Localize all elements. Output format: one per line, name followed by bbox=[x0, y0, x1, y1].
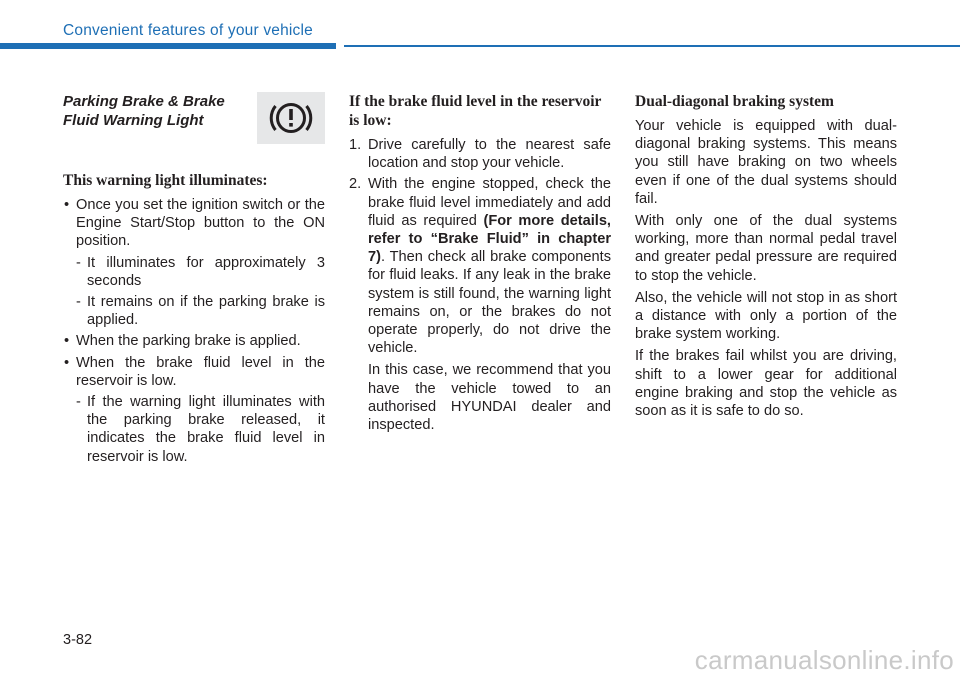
dash-marker: - bbox=[76, 294, 81, 311]
towing-paragraph: In this case, we recommend that you have the vehicle towed to an authorised HYUNDAI dealer and inspected. bbox=[368, 362, 611, 434]
paragraph-4: If the brakes fail whilst you are driving, shift to a lower gear for additional engine braking and stop the vehicle as soon as it is safe to do so. bbox=[635, 348, 897, 420]
dash-marker: - bbox=[76, 394, 81, 411]
paragraph-1: Your vehicle is equipped with dual-diagonal braking systems. This means you still have braking on two wheels even if one of the dual systems should fail. bbox=[635, 118, 897, 207]
step-text-continued: . Then check all brake components for fluid leaks. If any leak in the brake system is still found, the warning light remains on, or the brakes do not operate properly, do not drive the vehicle. bbox=[368, 249, 611, 357]
fluid-low-subhead: If the brake fluid level in the reservoir is low: bbox=[349, 93, 602, 129]
header-rule-thick bbox=[0, 43, 336, 49]
watermark: carmanualsonline.info bbox=[694, 645, 954, 675]
dash-text: It illuminates for approximately 3 seconds bbox=[87, 254, 325, 289]
dash-approx-3s bbox=[63, 254, 325, 290]
column-fluid-low bbox=[349, 92, 611, 434]
illuminates-subhead: This warning light illuminates: bbox=[63, 172, 268, 189]
paragraph-2: With only one of the dual systems working, more than normal pedal travel and greater pedal pressure are required to stop the vehicle. bbox=[635, 213, 897, 284]
bullet-fluid-low: • When the brake fluid level in the reservoir is low. bbox=[63, 354, 325, 390]
step-number: 1. bbox=[349, 137, 362, 153]
step-text: Drive carefully to the nearest safe location and stop your vehicle. bbox=[368, 137, 611, 172]
column-warning-light bbox=[63, 92, 325, 469]
dash-marker: - bbox=[76, 254, 81, 271]
brake-warning-icon bbox=[257, 92, 325, 144]
header-rule-thin bbox=[344, 45, 960, 47]
dash-parking-applied bbox=[63, 293, 325, 329]
page-number: 3-82 bbox=[63, 632, 93, 648]
column-dual-diagonal bbox=[635, 92, 897, 424]
warning-light-title: Parking Brake & Brake Fluid Warning Light bbox=[63, 93, 225, 129]
dash-warning-released bbox=[63, 393, 325, 466]
dual-diagonal-subhead: Dual-diagonal braking system bbox=[635, 93, 834, 110]
step-reference: (For more details, refer to “Brake Fluid” in chapter 7) bbox=[368, 212, 611, 266]
title-block bbox=[63, 92, 325, 154]
section-header: Convenient features of your vehicle bbox=[63, 22, 313, 39]
paragraph-3: Also, the vehicle will not stop in as short a distance with only a portion of the brake system working. bbox=[635, 289, 897, 343]
step-1 bbox=[349, 136, 611, 172]
step-number: 2. bbox=[349, 176, 362, 193]
bullet-parking-brake: • When the parking brake is applied. bbox=[63, 332, 325, 350]
dash-text: If the warning light illuminates with the parking brake released, it indicates the brake fluid level in reservoir is low. bbox=[87, 394, 325, 465]
bullet-ignition: • Once you set the ignition switch or the Engine Start/Stop button to the ON position. bbox=[63, 196, 325, 251]
step-2 bbox=[349, 175, 611, 357]
dash-text: It remains on if the parking brake is applied. bbox=[87, 294, 325, 329]
step-text: With the engine stopped, check the brake fluid level immediately and add fluid as required bbox=[368, 176, 611, 229]
